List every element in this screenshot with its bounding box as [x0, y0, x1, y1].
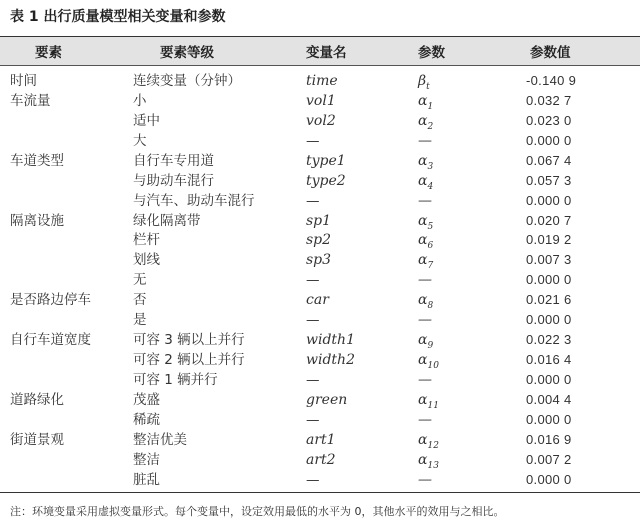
row-level: 可容 2 辆以上并行 — [133, 352, 245, 368]
row-variable: vol1 — [306, 93, 336, 109]
row-level: 划线 — [133, 252, 160, 268]
row-variable: — — [306, 472, 320, 488]
row-value: 0.000 0 — [526, 193, 572, 208]
row-parameter: — — [418, 472, 432, 488]
row-variable: sp3 — [306, 252, 332, 268]
row-variable: — — [306, 133, 320, 149]
row-factor: 时间 — [10, 73, 37, 89]
row-value: 0.000 0 — [526, 372, 572, 387]
row-level: 是 — [133, 312, 147, 328]
row-parameter: $\alpha_{13}$ — [418, 452, 439, 471]
table-note: 注：环境变量采用虚拟变量形式。每个变量中，设定效用最低的水平为 0，其他水平的效用与之相比。 — [10, 505, 505, 518]
row-value: 0.067 4 — [526, 153, 572, 168]
row-level: 脏乱 — [133, 472, 160, 488]
row-level: 整洁 — [133, 452, 160, 468]
bottom-rule — [0, 492, 640, 493]
row-variable: vol2 — [306, 113, 336, 129]
row-parameter: $\alpha_9$ — [418, 332, 434, 351]
row-variable: — — [306, 272, 320, 288]
row-variable: — — [306, 312, 320, 328]
row-factor: 车流量 — [10, 93, 51, 109]
row-variable: art2 — [306, 452, 336, 468]
row-value: 0.023 0 — [526, 113, 572, 128]
row-level: 整洁优美 — [133, 432, 187, 448]
row-level: 稀疏 — [133, 412, 160, 428]
row-value: 0.016 4 — [526, 352, 572, 367]
row-variable: sp1 — [306, 213, 332, 229]
row-variable: — — [306, 372, 320, 388]
row-value: 0.016 9 — [526, 432, 572, 447]
row-value: 0.000 0 — [526, 312, 572, 327]
row-parameter: $\alpha_1$ — [418, 93, 434, 112]
row-variable: green — [306, 392, 348, 408]
row-parameter: $\alpha_3$ — [418, 153, 434, 172]
row-parameter: $\alpha_4$ — [418, 173, 434, 192]
row-value: 0.000 0 — [526, 133, 572, 148]
row-level: 否 — [133, 292, 147, 308]
row-value: 0.000 0 — [526, 412, 572, 427]
row-factor: 街道景观 — [10, 432, 64, 448]
row-parameter: — — [418, 412, 432, 428]
row-level: 与助动车混行 — [133, 173, 214, 189]
row-parameter: $\alpha_7$ — [418, 252, 434, 271]
header-variable: 变量名 — [306, 45, 347, 61]
row-level: 绿化隔离带 — [133, 213, 201, 229]
header-rule — [0, 65, 640, 66]
row-value: 0.000 0 — [526, 472, 572, 487]
row-factor: 隔离设施 — [10, 213, 64, 229]
row-variable: type2 — [306, 173, 346, 189]
table-title: 表 1 出行质量模型相关变量和参数 — [10, 9, 226, 25]
row-value: -0.140 9 — [526, 73, 577, 88]
row-factor: 自行车道宽度 — [10, 332, 91, 348]
row-level: 大 — [133, 133, 147, 149]
row-value: 0.032 7 — [526, 93, 572, 108]
row-factor: 道路绿化 — [10, 392, 64, 408]
row-level: 可容 1 辆并行 — [133, 372, 218, 388]
row-parameter: — — [418, 133, 432, 149]
row-parameter: $\alpha_{11}$ — [418, 392, 439, 411]
row-level: 栏杆 — [133, 232, 160, 248]
row-parameter: $\alpha_{12}$ — [418, 432, 439, 451]
row-value: 0.000 0 — [526, 272, 572, 287]
row-value: 0.007 3 — [526, 252, 572, 267]
row-variable: sp2 — [306, 232, 332, 248]
row-variable: — — [306, 412, 320, 428]
row-value: 0.022 3 — [526, 332, 572, 347]
row-variable: car — [306, 292, 329, 308]
row-parameter: $\alpha_6$ — [418, 232, 434, 251]
header-level: 要素等级 — [160, 45, 214, 61]
row-value: 0.020 7 — [526, 213, 572, 228]
row-variable: art1 — [306, 432, 336, 448]
row-factor: 是否路边停车 — [10, 292, 91, 308]
row-parameter: — — [418, 312, 432, 328]
row-variable: type1 — [306, 153, 346, 169]
row-parameter: — — [418, 193, 432, 209]
row-level: 小 — [133, 93, 147, 109]
row-value: 0.004 4 — [526, 392, 572, 407]
row-value: 0.057 3 — [526, 173, 572, 188]
row-parameter: $\beta_t$ — [418, 73, 430, 92]
header-parameter: 参数 — [418, 45, 445, 61]
row-level: 可容 3 辆以上并行 — [133, 332, 245, 348]
row-variable: — — [306, 193, 320, 209]
row-parameter: $\alpha_5$ — [418, 213, 434, 232]
row-level: 与汽车、助动车混行 — [133, 193, 255, 209]
row-parameter: $\alpha_{10}$ — [418, 352, 439, 371]
row-parameter: $\alpha_8$ — [418, 292, 434, 311]
row-parameter: — — [418, 272, 432, 288]
header-factor: 要素 — [35, 45, 62, 61]
row-level: 无 — [133, 272, 147, 288]
row-variable: time — [306, 73, 338, 89]
row-level: 适中 — [133, 113, 160, 129]
header-value: 参数值 — [530, 45, 571, 61]
row-parameter: — — [418, 372, 432, 388]
row-level: 自行车专用道 — [133, 153, 214, 169]
row-value: 0.007 2 — [526, 452, 572, 467]
row-parameter: $\alpha_2$ — [418, 113, 434, 132]
row-variable: width1 — [306, 332, 355, 348]
row-level: 连续变量（分钟） — [133, 73, 241, 89]
row-level: 茂盛 — [133, 392, 160, 408]
row-variable: width2 — [306, 352, 355, 368]
row-value: 0.021 6 — [526, 292, 572, 307]
row-factor: 车道类型 — [10, 153, 64, 169]
row-value: 0.019 2 — [526, 232, 572, 247]
